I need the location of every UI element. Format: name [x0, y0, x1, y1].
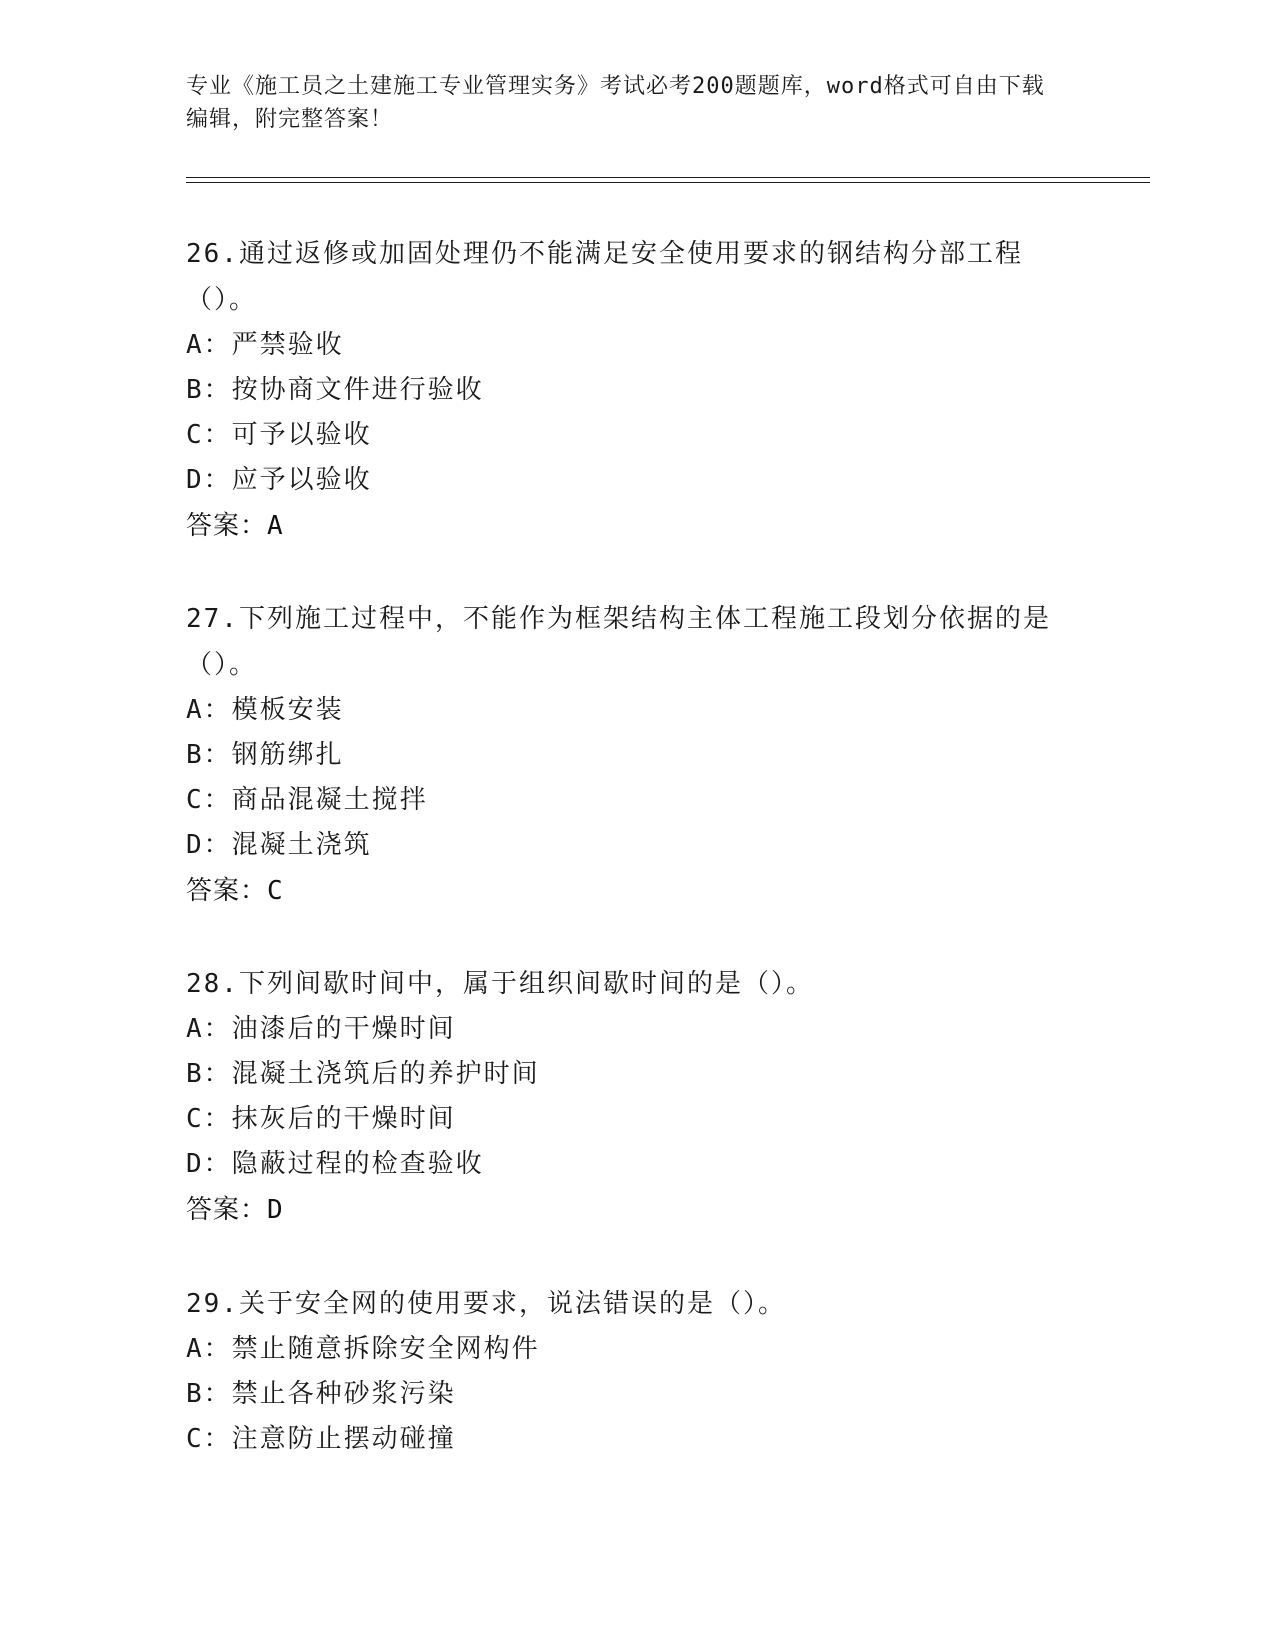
option-b: B：禁止各种砂浆污染	[186, 1379, 456, 1409]
answer-value: D	[267, 1195, 284, 1225]
answer-value: A	[267, 511, 284, 541]
question-stem: 29.关于安全网的使用要求，说法错误的是（）。	[186, 1289, 786, 1319]
option-a: A：模板安装	[186, 695, 344, 725]
option-c: C：注意防止摆动碰撞	[186, 1424, 456, 1454]
option-a: A：油漆后的干燥时间	[186, 1014, 456, 1044]
option-b: B：混凝土浇筑后的养护时间	[186, 1059, 540, 1089]
header-text: 专业《施工员之土建施工专业管理实务》考试必考200题题库，word格式可自由下载编辑，附完整答案！	[186, 74, 1045, 132]
document-header	[186, 70, 1066, 136]
question-stem: 27.下列施工过程中，不能作为框架结构主体工程施工段划分依据的是（）。	[186, 604, 1051, 680]
answer-line	[186, 503, 1086, 549]
question-stem: 26.通过返修或加固处理仍不能满足安全使用要求的钢结构分部工程（）。	[186, 239, 1023, 315]
option-c: C：可予以验收	[186, 420, 372, 450]
question-29	[186, 1281, 1086, 1462]
answer-line	[186, 1187, 1086, 1233]
option-d: D：隐蔽过程的检查验收	[186, 1149, 484, 1179]
question-27	[186, 596, 1086, 914]
answer-line	[186, 868, 1086, 914]
option-c: C：商品混凝土搅拌	[186, 785, 428, 815]
option-b: B：钢筋绑扎	[186, 740, 344, 770]
answer-label: 答案：	[186, 511, 268, 541]
option-c: C：抹灰后的干燥时间	[186, 1104, 456, 1134]
option-a: A：严禁验收	[186, 330, 344, 360]
header-divider-top	[186, 177, 1150, 178]
question-28	[186, 961, 1086, 1233]
question-stem: 28.下列间歇时间中，属于组织间歇时间的是（）。	[186, 969, 814, 999]
answer-label: 答案：	[186, 876, 268, 906]
option-a: A：禁止随意拆除安全网构件	[186, 1334, 540, 1364]
option-d: D：应予以验收	[186, 465, 372, 495]
answer-label: 答案：	[186, 1195, 268, 1225]
option-b: B：按协商文件进行验收	[186, 375, 484, 405]
question-26	[186, 231, 1086, 549]
option-d: D：混凝土浇筑	[186, 830, 372, 860]
answer-value: C	[267, 876, 284, 906]
header-divider-bottom	[186, 182, 1150, 183]
